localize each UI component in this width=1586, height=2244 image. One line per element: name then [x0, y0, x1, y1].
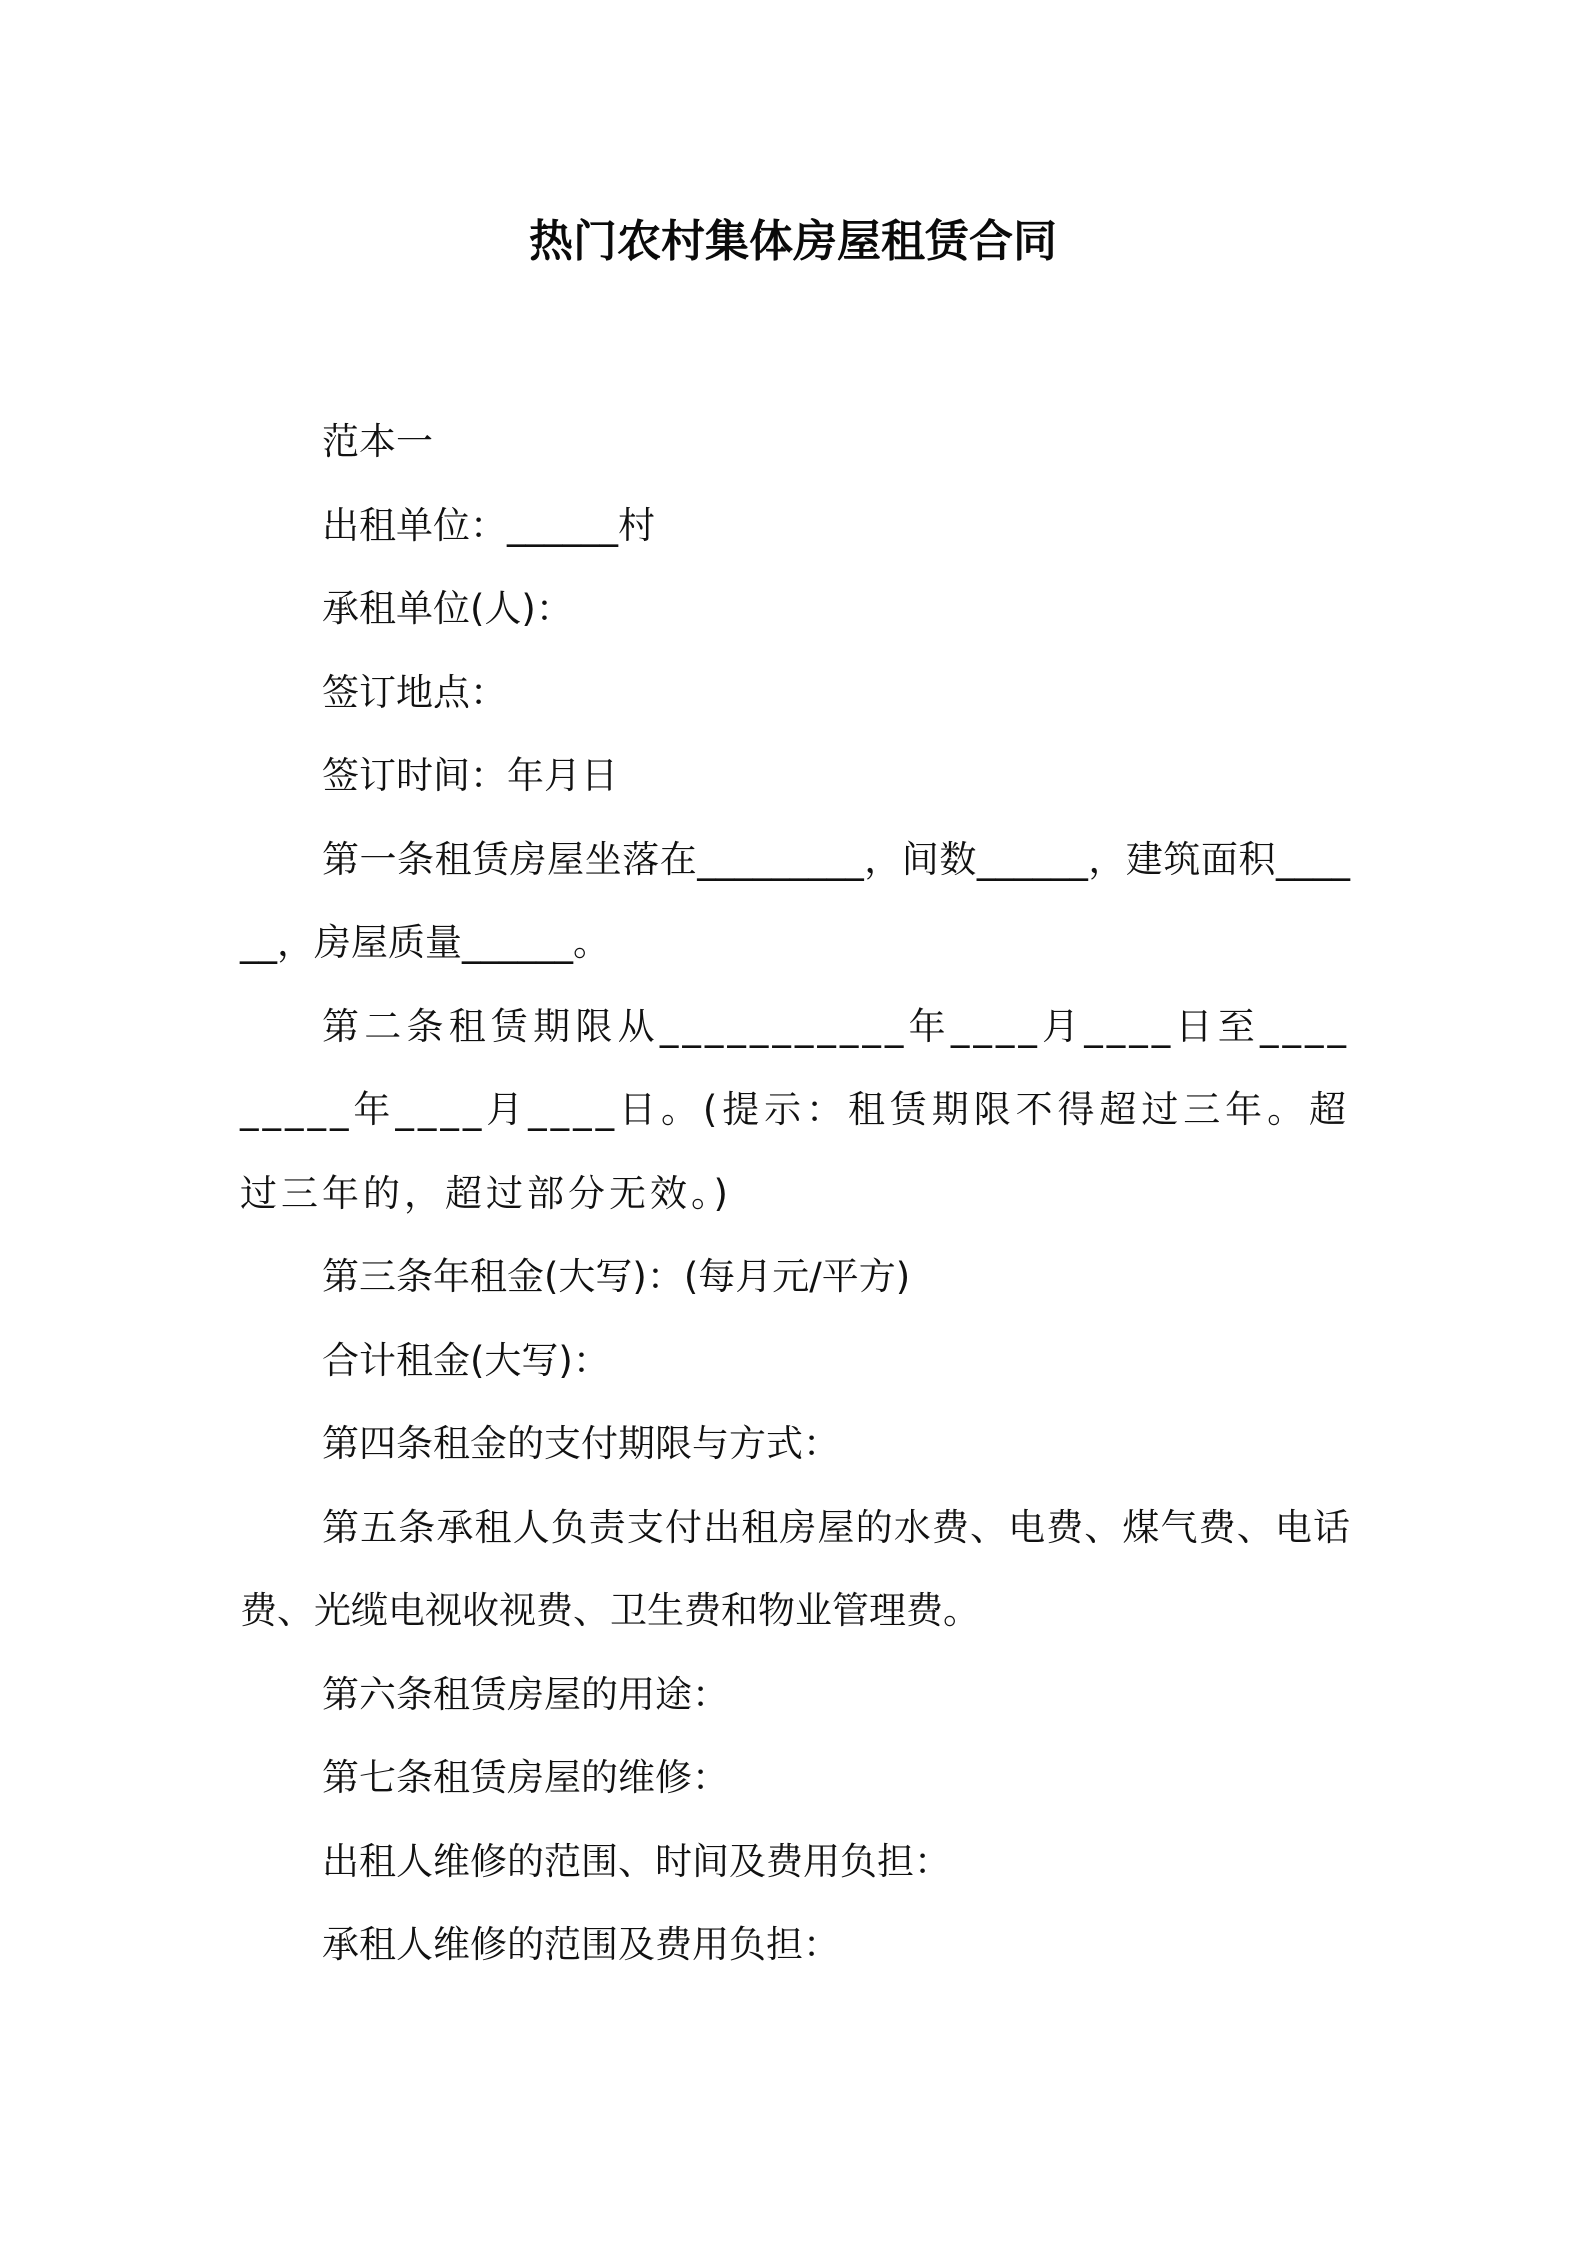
paragraph-lessee: 承租单位(人)：: [322, 587, 573, 630]
document-body: [240, 400, 1350, 1987]
paragraph-lessee-repair: 承租人维修的范围及费用负担：: [322, 1923, 840, 1966]
paragraph-lessor-repair: 出租人维修的范围、时间及费用负担：: [322, 1839, 951, 1883]
paragraph-signing-time: 签订时间：年月日: [322, 754, 618, 797]
paragraph-article-5: 第五条承租人负责支付出租房屋的水费、电费、煤气费、电话费、光缆电视收视费、卫生费和物业管理费。: [240, 1505, 1350, 1632]
paragraph-article-6: 第六条租赁房屋的用途：: [322, 1672, 729, 1716]
paragraph-sample-label: 范本一: [322, 420, 433, 463]
paragraph-article-1: 第一条租赁房屋坐落在_________，间数______，建筑面积______，房屋质量______。: [240, 837, 1350, 964]
paragraph-article-4: 第四条租金的支付期限与方式：: [322, 1422, 840, 1465]
paragraph-signing-place: 签订地点：: [322, 670, 507, 714]
document-title: 热门农村集体房屋租赁合同: [529, 216, 1057, 267]
paragraph-lessor: 出租单位：______村: [322, 503, 655, 547]
paragraph-article-2: 第二条租赁期限从___________年____月____日至_________年____月____日。(提示：租赁期限不得超过三年。超过三年的，超过部分无效。): [240, 1004, 1350, 1215]
paragraph-article-3: 第三条年租金(大写)：(每月元/平方): [322, 1255, 911, 1298]
paragraph-article-7: 第七条租赁房屋的维修：: [322, 1756, 729, 1799]
paragraph-total-rent: 合计租金(大写)：: [322, 1338, 610, 1382]
